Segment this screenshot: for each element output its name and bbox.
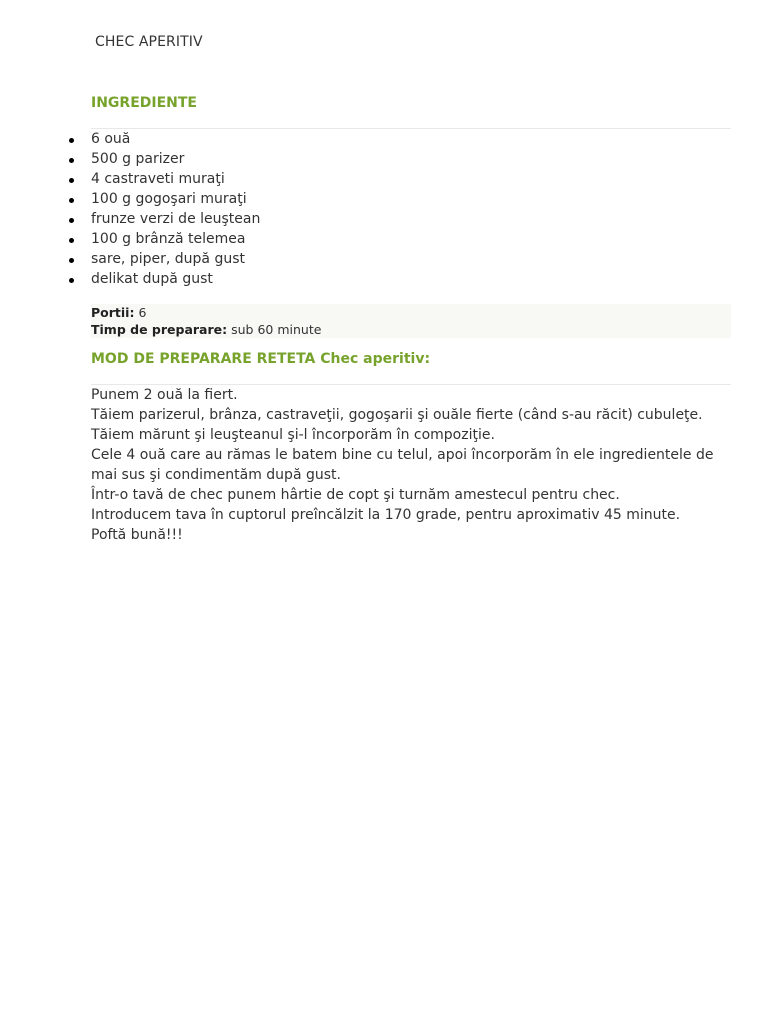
- list-item: 100 g gogoşari muraţi: [91, 189, 260, 209]
- method-text: [91, 385, 731, 545]
- ingredients-heading: INGREDIENTE: [91, 95, 731, 129]
- list-item: 100 g brânză telemea: [91, 229, 260, 249]
- list-item: frunze verzi de leuştean: [91, 211, 261, 227]
- list-item: 500 g parizer: [91, 149, 260, 169]
- prep-time-row: [91, 321, 731, 338]
- method-step: Introducem tava în cuptorul preîncălzit la 170 grade, pentru aproximativ 45 minute.: [91, 507, 681, 523]
- page-title: CHEC APERITIV: [95, 34, 203, 50]
- portions-value: 6: [138, 305, 147, 320]
- method-step: Cele 4 ouă care au rămas le batem bine cu telul, apoi încorporăm în ele ingredientele de mai sus şi condimentăm după gust.: [91, 447, 714, 483]
- method-step: Într-o tavă de chec punem hârtie de copt şi turnăm amestecul pentru chec.: [91, 487, 620, 503]
- method-heading: MOD DE PREPARARE RETETA Chec aperitiv:: [91, 351, 731, 385]
- recipe-info-box: [91, 304, 731, 338]
- portions-row: [91, 304, 731, 321]
- list-item: delikat după gust: [91, 269, 260, 289]
- prep-time-label: Timp de preparare:: [91, 322, 228, 337]
- ingredients-list: [91, 129, 260, 289]
- method-step: Punem 2 ouă la fiert.: [91, 387, 238, 403]
- method-step: Poftă bună!!!: [91, 527, 183, 543]
- list-item: 6 ouă: [91, 129, 260, 149]
- method-step: Tăiem mărunt şi leuşteanul şi-l încorporăm în compoziţie.: [91, 427, 495, 443]
- prep-time-value: sub 60 minute: [231, 322, 322, 337]
- portions-label: Portii:: [91, 305, 135, 320]
- list-item: 4 castraveti muraţi: [91, 169, 260, 189]
- method-step: Tăiem parizerul, brânza, castraveţii, gogoşarii şi ouăle fierte (când s-au răcit) cubuleţe.: [91, 407, 703, 423]
- list-item: sare, piper, după gust: [91, 249, 260, 269]
